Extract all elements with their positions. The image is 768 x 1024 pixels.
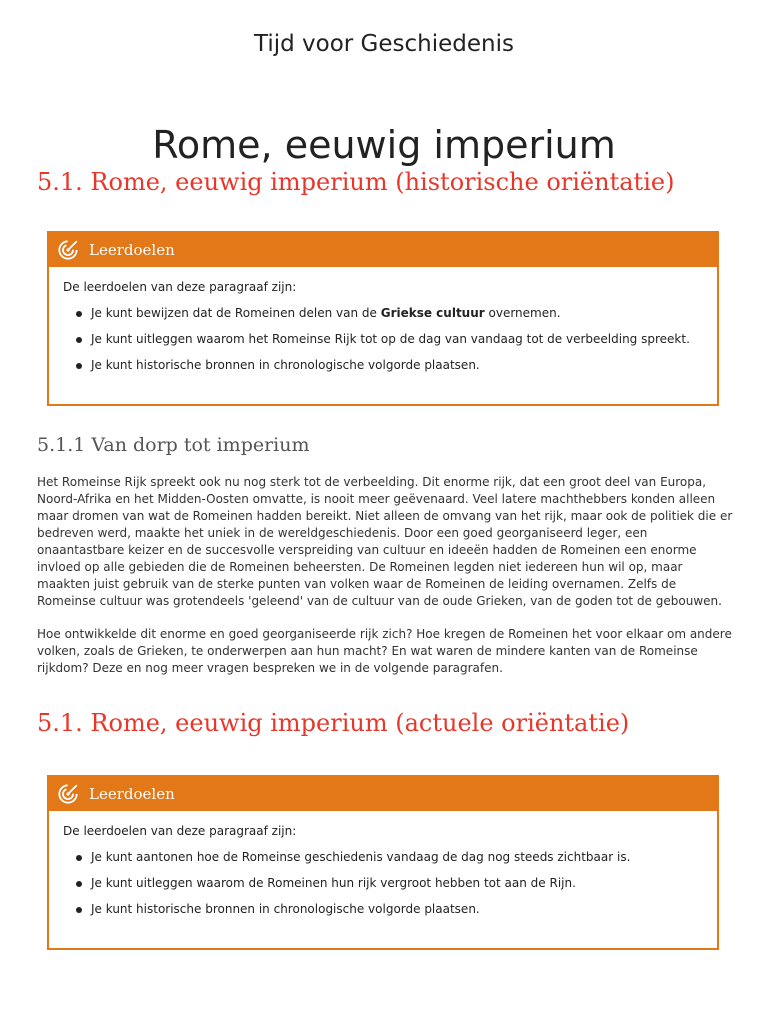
learning-goals-intro: De leerdoelen van deze paragraaf zijn: (63, 280, 297, 294)
learning-goal-item: Je kunt uitleggen waarom de Romeinen hun rijk vergroot hebben tot aan de Rijn. (63, 875, 703, 891)
book-title: Tijd voor Geschiedenis (254, 31, 514, 57)
learning-goals-list (63, 305, 703, 373)
learning-goals-header (49, 777, 717, 811)
chapter-title: Rome, eeuwig imperium (152, 123, 616, 167)
subsection-title: 5.1.1 Van dorp tot imperium (37, 434, 310, 456)
learning-goals-body (49, 811, 717, 917)
learning-goals-box (47, 231, 719, 406)
body-paragraph: Hoe ontwikkelde dit enorme en goed georganiseerde rijk zich? Hoe kregen de Romeinen het voor elkaar om andere volken, zoals de Grieken, te onderwerpen aan hun macht? En wat waren de mindere kanten van de Romeinse rijkdom? Deze en nog meer vragen bespreken we in de volgende paragrafen. (37, 627, 732, 675)
learning-goals-header (49, 233, 717, 267)
learning-goals-body (49, 267, 717, 373)
learning-goals-intro: De leerdoelen van deze paragraaf zijn: (63, 824, 297, 838)
section-title-historical: 5.1. Rome, eeuwig imperium (historische oriëntatie) (37, 168, 675, 196)
learning-goal-text: Je kunt bewijzen dat de Romeinen delen van de (91, 306, 381, 320)
learning-goal-item (63, 305, 703, 321)
learning-goals-label: Leerdoelen (89, 241, 175, 259)
learning-goals-box (47, 775, 719, 950)
learning-goals-label: Leerdoelen (89, 785, 175, 803)
learning-goal-text: overnemen. (484, 306, 561, 320)
body-paragraph: Het Romeinse Rijk spreekt ook nu nog sterk tot de verbeelding. Dit enorme rijk, dat een groot deel van Europa, Noord-Afrika en het Midden-Oosten omvatte, is nooit meer geëvenaard. Veel latere machthebbers konden alleen maar dromen van wat de Romeinen hadden bereikt. Niet alleen de omvang van het rijk, maar ook de politiek die er bedreven werd, maakte het uniek in de wereldgeschiedenis. Door een goed georganiseerd leger, een onaantastbare keizer en de succesvolle verspreiding van cultuur en ideeën hadden de Romeinen een enorme invloed op alle gebieden die de Romeinen beheersten. De Romeinen legden niet iedereen hun wil op, maar maakten juist gebruik van de sterke punten van volken waar de Romeinen de leiding overnamen. Zelfs de Romeinse cultuur was grotendeels 'geleend' van de cultuur van de oude Grieken, van de goden tot de gebouwen. (37, 475, 733, 608)
target-icon (57, 239, 79, 261)
section-title-current: 5.1. Rome, eeuwig imperium (actuele oriëntatie) (37, 709, 630, 737)
learning-goal-item: Je kunt historische bronnen in chronologische volgorde plaatsen. (63, 901, 703, 917)
target-icon (57, 783, 79, 805)
glossary-term-link[interactable]: Griekse cultuur (380, 306, 485, 320)
learning-goal-item: Je kunt uitleggen waarom het Romeinse Rijk tot op de dag van vandaag tot de verbeelding spreekt. (63, 331, 703, 347)
learning-goal-item: Je kunt historische bronnen in chronologische volgorde plaatsen. (63, 357, 703, 373)
learning-goals-list (63, 849, 703, 917)
learning-goal-item: Je kunt aantonen hoe de Romeinse geschiedenis vandaag de dag nog steeds zichtbaar is. (63, 849, 703, 865)
